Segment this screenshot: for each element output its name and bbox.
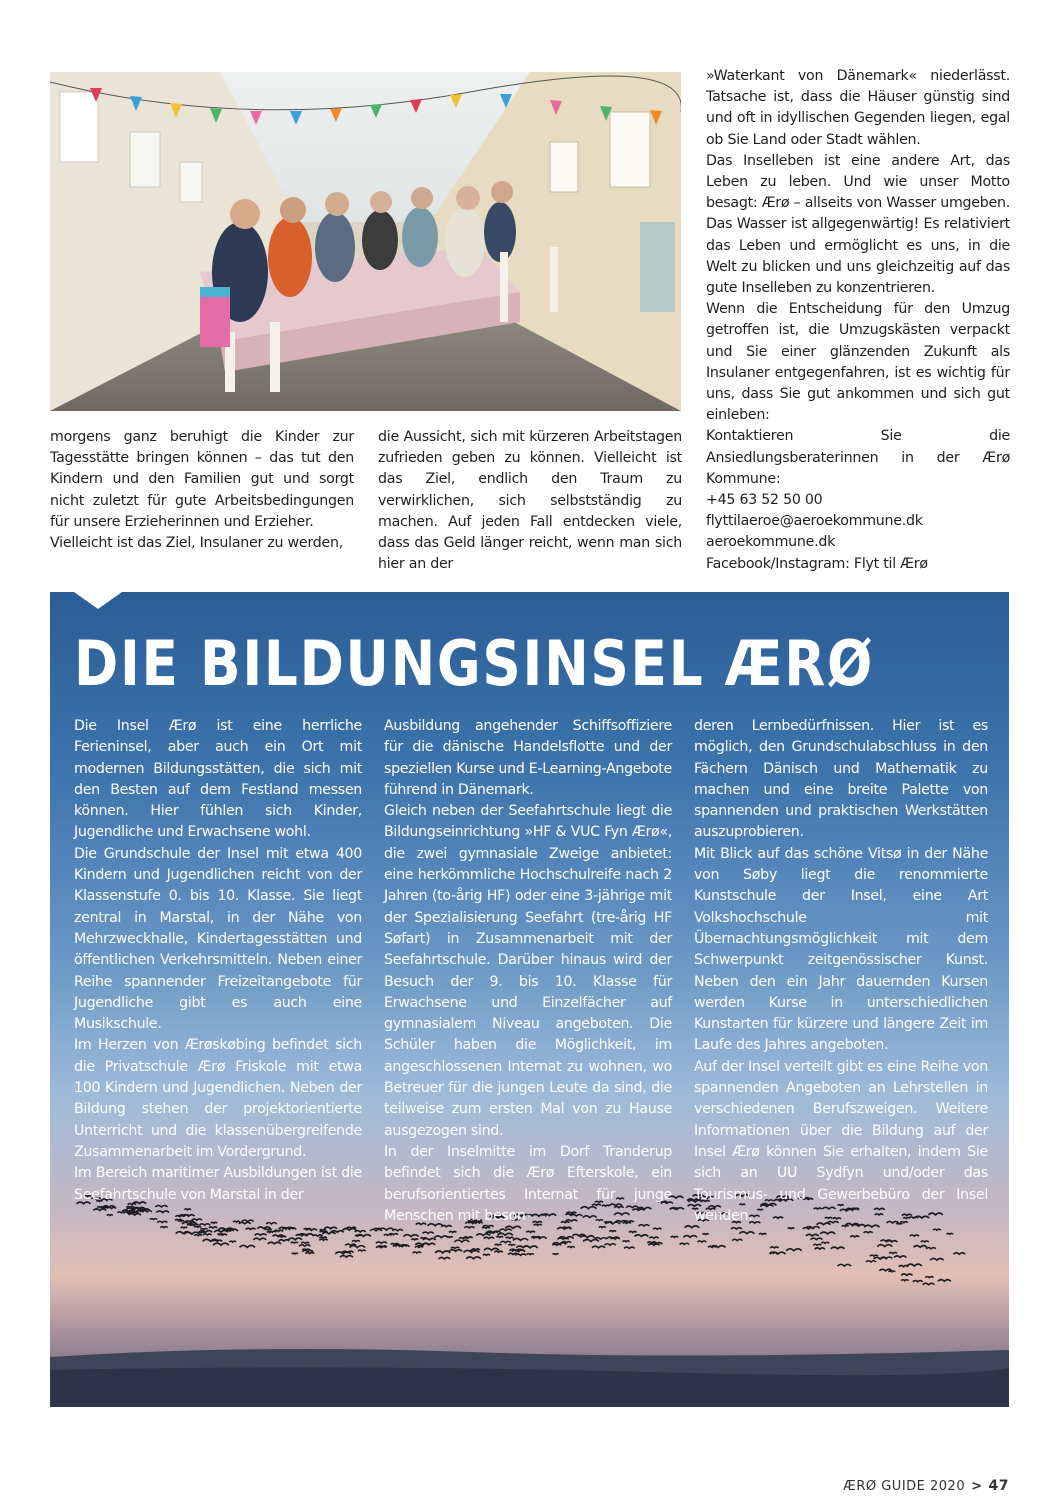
bird-shape (531, 1237, 540, 1238)
bird-shape (864, 1232, 873, 1233)
bird-shape (894, 1256, 906, 1258)
bird-shape (320, 1230, 326, 1231)
paragraph: Auf der Insel verteilt gibt es eine Reihe von spannenden Angeboten an Lehrstellen in verschiedenen Berufszweigen. Weitere Informationen über die Bildung auf der Insel Ærø können Sie erhalten, indem Sie sich an UU Sydfyn und/oder das Tourismus- und Gewerbebüro der Insel wenden. (694, 1058, 988, 1224)
bird-shape (423, 1238, 436, 1240)
bird-shape (268, 1242, 281, 1244)
bird-shape (320, 1231, 328, 1232)
top-column-2 (378, 427, 682, 575)
bird-shape (921, 1241, 929, 1242)
bird-shape (411, 1239, 418, 1240)
bird-shape (200, 1229, 207, 1230)
bird-shape (451, 1247, 460, 1248)
paragraph: Im Herzen von Ærøskøbing befindet sich die Privatschule Ærø Friskole mit etwa 100 Kindern und Jugendlichen. Neben der Bildung stehen der projektorientierte Unterricht und die klassenübergreifende Zusammenarbeit im Vordergrund. (74, 1037, 362, 1160)
bird-shape (274, 1230, 283, 1231)
bird-shape (217, 1234, 223, 1235)
bird-shape (229, 1241, 236, 1242)
bird-shape (907, 1264, 922, 1266)
bird-shape (319, 1237, 327, 1238)
bird-shape (340, 1256, 353, 1258)
bird-shape (213, 1243, 229, 1245)
bird-shape (212, 1240, 222, 1241)
bird-shape (527, 1254, 534, 1255)
bird-shape (508, 1244, 515, 1245)
bird-shape (820, 1232, 835, 1234)
bird-shape (466, 1257, 481, 1259)
bird-shape (648, 1244, 659, 1245)
education-panel (50, 592, 1009, 1407)
bird-shape (233, 1221, 240, 1222)
bird-shape (592, 1246, 605, 1248)
bird-shape (889, 1253, 897, 1254)
bird-shape (415, 1246, 423, 1247)
contact-intro: Kontaktieren Sie die Ansiedlungsberaterinnen in der Ærø Kommune: (706, 428, 1010, 487)
bird-shape (496, 1236, 503, 1237)
bird-shape (635, 1235, 649, 1237)
bird-shape (953, 1253, 965, 1254)
bird-shape (319, 1239, 327, 1240)
bird-shape (305, 1253, 314, 1254)
bird-shape (901, 1280, 909, 1281)
bird-shape (242, 1220, 254, 1221)
bird-shape (813, 1244, 821, 1245)
bird-shape (624, 1247, 635, 1248)
bird-shape (933, 1229, 941, 1230)
bird-shape (304, 1228, 311, 1229)
bird-shape (413, 1252, 422, 1253)
bird-shape (107, 1215, 113, 1216)
bird-shape (583, 1240, 599, 1242)
bird-shape (454, 1240, 469, 1242)
paragraph: Mit Blick auf das schöne Vitsø in der Nähe von Søby liegt die renommierte Kunstschule der Insel, eine Art Volkshochschule mit Übernachtungsmöglichkeit mit dem Schwerpunkt zeitgenössischer Kunst. Neben den ein Jahr dauernden Kursen werden Kurse in unterschiedlichen Kunstarten für kürzere und längere Zeit im Laufe des Jahres angeboten. (694, 845, 988, 1054)
bird-shape (877, 1245, 892, 1247)
bird-shape (506, 1237, 514, 1238)
bird-shape (925, 1277, 933, 1278)
bird-shape (815, 1248, 825, 1249)
paragraph: »Waterkant von Dänemark« niederlässt. Tatsache ist, dass die Häuser günstig sind und oft in idyllischen Gegenden liegen, egal ob Sie Land oder Stadt wählen. (706, 68, 1010, 148)
bird-shape (324, 1227, 337, 1229)
education-column-3 (694, 716, 988, 1227)
bird-shape (184, 1232, 199, 1234)
chevron-right-icon: > (971, 1479, 983, 1494)
bird-shape (459, 1238, 467, 1239)
paragraph: die Aussicht, sich mit kürzeren Arbeitstagen zufrieden geben zu können. Vielleicht ist das Ziel, endlich den Traum zu verwirklichen, sich selbstständig zu machen. Auf jeden Fall entdecken viele, dass das Geld länger reicht, wenn man sich hier an der (378, 429, 682, 573)
bird-shape (352, 1241, 360, 1242)
bird-shape (194, 1235, 202, 1236)
bird-shape (623, 1241, 630, 1242)
bird-shape (93, 1209, 106, 1211)
bird-shape (156, 1211, 169, 1213)
bird-shape (214, 1230, 228, 1232)
bird-shape (739, 1232, 754, 1234)
bird-shape (194, 1226, 201, 1227)
top-column-3 (706, 66, 1010, 575)
bird-shape (279, 1240, 289, 1241)
bird-shape (266, 1223, 277, 1224)
bird-shape (605, 1244, 616, 1245)
bird-shape (257, 1227, 270, 1229)
bird-shape (770, 1247, 778, 1248)
bird-shape (889, 1271, 896, 1272)
street-party-photo (50, 72, 681, 411)
bird-shape (500, 1229, 512, 1231)
paragraph: Die Insel Ærø ist eine herrliche Ferieninsel, aber auch ein Ort mit modernen Bildungsstätten, die sich mit den Besten auf dem Festland messen können. Hier fühlen sich Kinder, Jugendliche und Erwachsene wohl. (74, 718, 362, 841)
contact-email: flyttilaeroe@aeroekommune.dk (706, 513, 923, 530)
bird-shape (160, 1227, 167, 1228)
paragraph: Gleich neben der Seefahrtschule liegt die Bildungseinrichtung »HF & VUC Fyn Ærø«, die zwei gymnasiale Zweige anbietet: eine herkömmliche Hochschulreife nach 2 Jahren (to-årig HF) oder eine 3-jährige mit der Spezialisierung Seefahrt (tre-årig HF Søfart) in Zusammenarbeit mit der Seefahrtschule. Darüber hinaus wird der Besuch der 9. bis 10. Klasse für Erwachsene und Einzelfächer auf gymnasialem Niveau angeboten. Die Schüler haben die Möglichkeit, im angeschlossenen Internat zu wohnen, wo Betreuer für die jungen Leute da sind, die teilweise zum ersten Mal von zu Hause ausgezogen sind. (384, 803, 672, 1139)
bird-shape (288, 1238, 302, 1240)
bird-shape (129, 1214, 141, 1216)
bird-shape (500, 1241, 511, 1242)
bird-shape (516, 1246, 530, 1248)
bird-shape (483, 1254, 490, 1255)
paragraph: Die Grundschule der Insel mit etwa 400 Kindern und Jugendlichen reicht von der Klassenstufe 0. bis 10. Klasse. Sie liegt zentral in Marstal, in der Nähe von Mehrzweckhalle, Kindertagesstätten und öffentlichen Verkehrsmitteln. Neben einer Reihe spannender Freizeitangebote für Jugendliche gibt es auch eine Musikschule. (74, 845, 362, 1033)
bird-shape (567, 1247, 574, 1248)
bird-shape (697, 1241, 706, 1242)
bird-shape (184, 1209, 191, 1210)
bird-shape (137, 1211, 144, 1212)
bird-shape (439, 1257, 451, 1258)
bird-shape (484, 1248, 499, 1250)
bird-shape (649, 1237, 658, 1238)
bird-shape (838, 1264, 852, 1266)
bird-shape (189, 1224, 199, 1225)
bird-shape (901, 1274, 912, 1275)
bird-shape (647, 1242, 656, 1243)
bird-shape (821, 1242, 829, 1243)
bird-shape (487, 1232, 494, 1233)
paragraph: Im Bereich maritimer Ausbildungen ist die Seefahrtschule von Marstal in der (74, 1165, 362, 1203)
bird-shape (850, 1236, 859, 1237)
bird-shape (786, 1249, 802, 1251)
bird-shape (870, 1255, 878, 1256)
bird-shape (246, 1228, 256, 1229)
bird-shape (609, 1231, 616, 1232)
bird-shape (680, 1243, 689, 1244)
bird-shape (389, 1234, 398, 1235)
bird-shape (97, 1207, 103, 1208)
bird-shape (806, 1234, 819, 1236)
bird-shape (355, 1235, 361, 1236)
bird-shape (732, 1239, 742, 1240)
bird-shape (494, 1251, 502, 1252)
contact-social: Facebook/Instagram: Flyt til Ærø (706, 555, 928, 572)
bird-shape (938, 1280, 951, 1282)
bird-shape (671, 1208, 678, 1209)
bird-shape (482, 1227, 490, 1228)
paragraph: morgens ganz beruhigt die Kinder zur Tagesstätte bringen können – das tut den Kindern und den Familien gut und sorgt nicht zuletzt für gute Arbeitsbedingungen für unsere Erzieherinnen und Erzieher. (50, 429, 354, 530)
bird-shape (378, 1246, 387, 1247)
bird-shape (209, 1227, 217, 1228)
bird-shape (157, 1221, 167, 1222)
bird-shape (299, 1245, 310, 1246)
bird-shape (770, 1252, 786, 1254)
bird-shape (392, 1229, 402, 1230)
bird-shape (484, 1237, 494, 1238)
bird-shape (708, 1246, 716, 1247)
bird-shape (265, 1229, 272, 1230)
paragraph: Das Inselleben ist eine andere Art, das Leben zu leben. Und wie unser Motto besagt: Ærø – allseits von Wasser umgeben. Das Wasser ist allgegenwärtig! Es relativiert das Leben und ermöglicht es uns, in die Welt zu blicken und uns gleichzeitig auf das gute Inselleben zu konzentrieren. (706, 152, 1010, 297)
bird-shape (866, 1261, 876, 1262)
bird-shape (610, 1238, 619, 1239)
bird-shape (913, 1281, 923, 1282)
paragraph: deren Lernbedürfnissen. Hier ist es möglich, den Grundschulabschluss in den Fächern Dänisch und Mathematik zu machen und eine breite Palette von spannenden und praktischen Werkstätten auszuprobieren. (694, 718, 988, 841)
bird-shape (255, 1234, 267, 1235)
bird-shape (759, 1233, 766, 1234)
bird-shape (731, 1228, 742, 1229)
bird-shape (914, 1246, 927, 1248)
bird-shape (703, 1234, 709, 1235)
panel-notch (74, 592, 122, 609)
paragraph: Wenn die Entscheidung für den Umzug getroffen ist, die Umzugskästen verpackt und Sie einer glänzenden Zukunft als Insulaner entgegenfahren, ist es wichtig für uns, dass Sie gut ankommen und sich gut einleben: (706, 301, 1010, 424)
bird-shape (403, 1235, 418, 1237)
bird-shape (553, 1254, 559, 1255)
bird-shape (211, 1222, 217, 1223)
bird-shape (447, 1237, 453, 1238)
bird-shape (515, 1254, 526, 1255)
bird-shape (923, 1283, 935, 1284)
bird-shape (497, 1233, 512, 1235)
bird-shape (302, 1250, 313, 1251)
bird-shape (253, 1238, 266, 1240)
bird-shape (376, 1242, 387, 1243)
bird-shape (199, 1224, 210, 1225)
contact-website: aeroekommune.dk (706, 534, 836, 551)
bird-shape (343, 1228, 356, 1230)
section-title: DIE BILDUNGSINSEL ÆRØ (74, 627, 875, 700)
bird-shape (557, 1238, 568, 1239)
bird-shape (203, 1234, 212, 1235)
bird-shape (476, 1234, 490, 1236)
bird-shape (449, 1232, 456, 1233)
bird-shape (175, 1219, 182, 1220)
bird-shape (313, 1235, 323, 1236)
bird-shape (671, 1236, 678, 1237)
bird-shape (239, 1222, 251, 1224)
bird-shape (192, 1219, 202, 1220)
guide-label: ÆRØ GUIDE 2020 (843, 1479, 966, 1494)
paragraph: In der Inselmitte im Dorf Tranderup befindet sich die Ærø Efterskole, ein berufsorientiertes Internat für junge Menschen mit beson- (384, 1143, 672, 1224)
bird-shape (126, 1207, 134, 1208)
bird-shape (653, 1228, 661, 1229)
page-footer (843, 1478, 1009, 1494)
bird-shape (422, 1232, 433, 1233)
bird-shape (495, 1244, 502, 1245)
bird-shape (899, 1265, 909, 1266)
bird-shape (358, 1250, 366, 1251)
bird-shape (629, 1232, 637, 1233)
bird-shape (930, 1258, 943, 1260)
bird-shape (181, 1227, 188, 1228)
bird-shape (788, 1228, 795, 1229)
paragraph: Vielleicht ist das Ziel, Insulaner zu werden, (50, 535, 343, 552)
bird-shape (562, 1241, 572, 1242)
bird-shape (946, 1233, 953, 1234)
bird-shape (926, 1248, 936, 1249)
bird-shape (831, 1247, 845, 1249)
bird-shape (239, 1245, 255, 1247)
education-column-1 (74, 716, 362, 1206)
bird-shape (349, 1246, 365, 1248)
bird-shape (291, 1242, 298, 1243)
top-column-1 (50, 427, 354, 554)
bird-shape (150, 1219, 157, 1220)
page-number: 47 (988, 1478, 1009, 1494)
education-column-2 (384, 716, 672, 1227)
bird-shape (526, 1231, 535, 1232)
bird-shape (683, 1236, 697, 1238)
bird-shape (415, 1243, 429, 1245)
bird-shape (370, 1229, 382, 1231)
bird-shape (910, 1235, 919, 1236)
bird-shape (810, 1238, 822, 1239)
paragraph: Ausbildung angehender Schiffsoffiziere für die dänische Handelsflotte und der speziellen Kurse und E-Learning-Angebote führend in Dänemark. (384, 718, 672, 798)
bird-shape (267, 1232, 273, 1233)
bird-shape (175, 1216, 184, 1217)
bird-shape (552, 1244, 561, 1245)
bird-shape (435, 1251, 450, 1253)
contact-phone: +45 63 52 50 00 (706, 492, 823, 509)
bird-shape (513, 1239, 528, 1241)
bird-shape (301, 1242, 309, 1243)
bird-shape (580, 1236, 594, 1238)
bird-shape (292, 1253, 298, 1254)
bird-shape (355, 1231, 366, 1232)
bird-shape (449, 1250, 462, 1252)
